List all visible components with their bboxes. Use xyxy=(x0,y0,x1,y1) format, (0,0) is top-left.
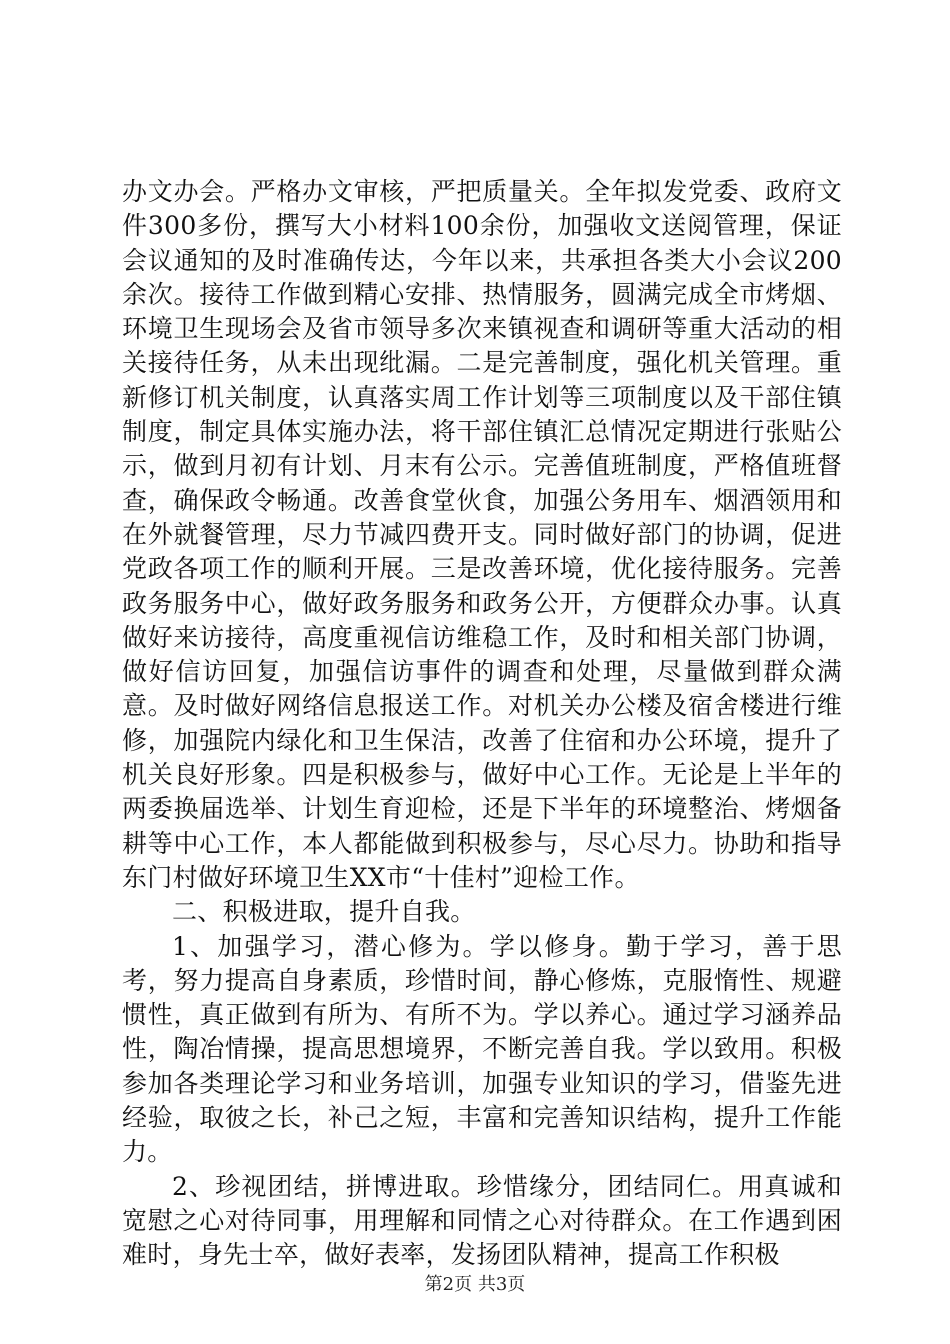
page-number-footer: 第2页 共3页 xyxy=(424,1274,526,1295)
paragraph-continuation: 办文办会。严格办文审核，严把质量关。全年拟发党委、政府文件300多份，撰写大小材料100余份，加强收文送阅管理，保证会议通知的及时准确传达，今年以来，共承担各类大小会议200余次。接待工作做到精心安排、热情服务，圆满完成全市烤烟、环境卫生现场会及省市领导多次来镇视查和调研等重大活动的相关接待任务，从未出现纰漏。二是完善制度，强化机关管理。重新修订机关制度，认真落实周工作计划等三项制度以及干部住镇制度，制定具体实施办法，将干部住镇汇总情况定期进行张贴公示，做到月初有计划、月末有公示。完善值班制度，严格值班督查，确保政令畅通。改善食堂伙食，加强公务用车、烟酒领用和在外就餐管理，尽力节减四费开支。同时做好部门的协调，促进党政各项工作的顺利开展。三是改善环境，优化接待服务。完善政务服务中心，做好政务服务和政务公开，方便群众办事。认真做好来访接待，高度重视信访维稳工作，及时和相关部门协调，做好信访回复，加强信访事件的调查和处理，尽量做到群众满意。及时做好网络信息报送工作。对机关办公楼及宿舍楼进行维修，加强院内绿化和卫生保洁，改善了住宿和办公环境，提升了机关良好形象。四是积极参与，做好中心工作。无论是上半年的两委换届选举、计划生育迎检，还是下半年的环境整治、烤烟备耕等中心工作，本人都能做到积极参与，尽心尽力。协助和指导东门村做好环境卫生XX市“十佳村”迎检工作。 xyxy=(122,177,842,892)
document-body xyxy=(122,175,842,1273)
section-heading: 二、积极进取，提升自我。 xyxy=(172,897,476,927)
paragraph-unity: 2、珍视团结，拼博进取。珍惜缘分，团结同仁。用真诚和宽慰之心对待同事，用理解和同情之心对待群众。在工作遇到困难时，身先士卒，做好表率，发扬团队精神，提高工作积极 xyxy=(122,1171,842,1270)
paragraph-study: 1、加强学习，潜心修为。学以修身。勤于学习，善于思考，努力提高自身素质，珍惜时间，静心修炼，克服惰性、规避惯性，真正做到有所为、有所不为。学以养心。通过学习涵养品性，陶冶情操，提高思想境界，不断完善自我。学以致用。积极参加各类理论学习和业务培训，加强专业知识的学习，借鉴先进经验，取彼之长，补己之短，丰富和完善知识结构，提升工作能力。 xyxy=(122,931,842,1167)
